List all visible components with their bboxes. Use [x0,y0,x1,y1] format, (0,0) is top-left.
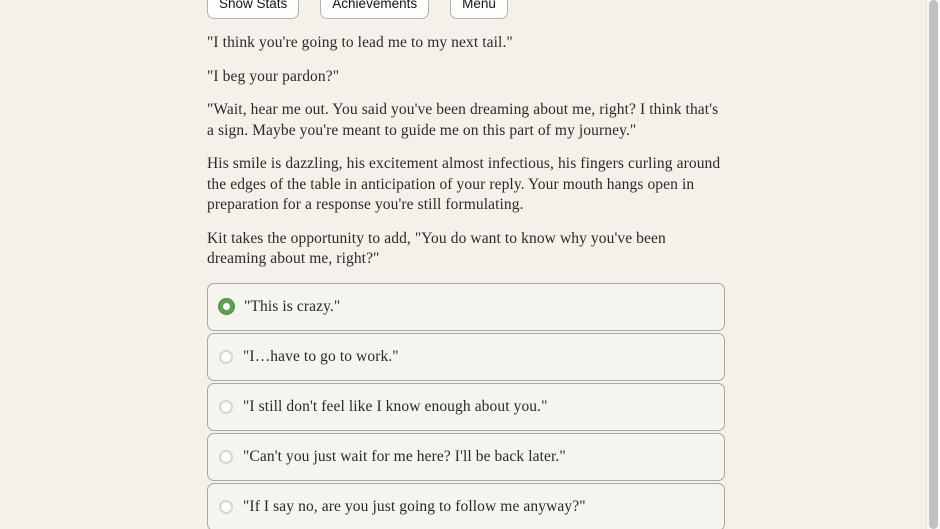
achievements-button[interactable]: Achievements [320,0,429,19]
choice-option-label: "Can't you just wait for me here? I'll be back later." [243,447,566,465]
radio-unselected-icon[interactable] [219,400,233,414]
story-text [207,33,725,270]
story-paragraph: Kit takes the opportunity to add, "You do want to know why you've been dreaming about me, right?" [207,229,666,267]
story-paragraph: "I think you're going to lead me to my next tail." [207,34,513,51]
scrollbar-track[interactable] [926,0,940,529]
story-paragraph: His smile is dazzling, his excitement almost infectious, his fingers curling around the edges of the table in anticipation of your reply. Your mouth hangs open in preparation for a response you're still formulating. [207,155,721,213]
radio-unselected-icon[interactable] [219,350,233,364]
radio-selected-icon[interactable] [219,299,234,314]
show-stats-button[interactable]: Show Stats [207,0,299,19]
choice-list [207,283,725,529]
story-paragraph: "I beg your pardon?" [207,67,340,85]
menu-button[interactable]: Menu [450,0,508,19]
radio-unselected-icon[interactable] [219,450,233,464]
choice-option-3[interactable] [207,383,725,431]
choice-option-2[interactable] [207,333,725,381]
radio-unselected-icon[interactable] [219,500,233,514]
scrollbar-thumb[interactable] [929,0,938,529]
choice-option-5[interactable] [207,483,725,529]
toolbar [207,0,725,19]
choice-option-label: "I…have to go to work." [243,347,399,365]
story-column [207,0,725,529]
choice-option-1[interactable] [207,283,725,331]
choice-option-label: "This is crazy." [244,297,341,315]
story-paragraph: "Wait, hear me out. You said you've been dreaming about me, right? I think that's a sign. Maybe you're meant to guide me on this part of my journey." [207,101,719,139]
choice-option-label: "If I say no, are you just going to follow me anyway?" [243,497,586,515]
choice-option-label: "I still don't feel like I know enough about you." [243,397,548,415]
choice-option-4[interactable] [207,433,725,481]
